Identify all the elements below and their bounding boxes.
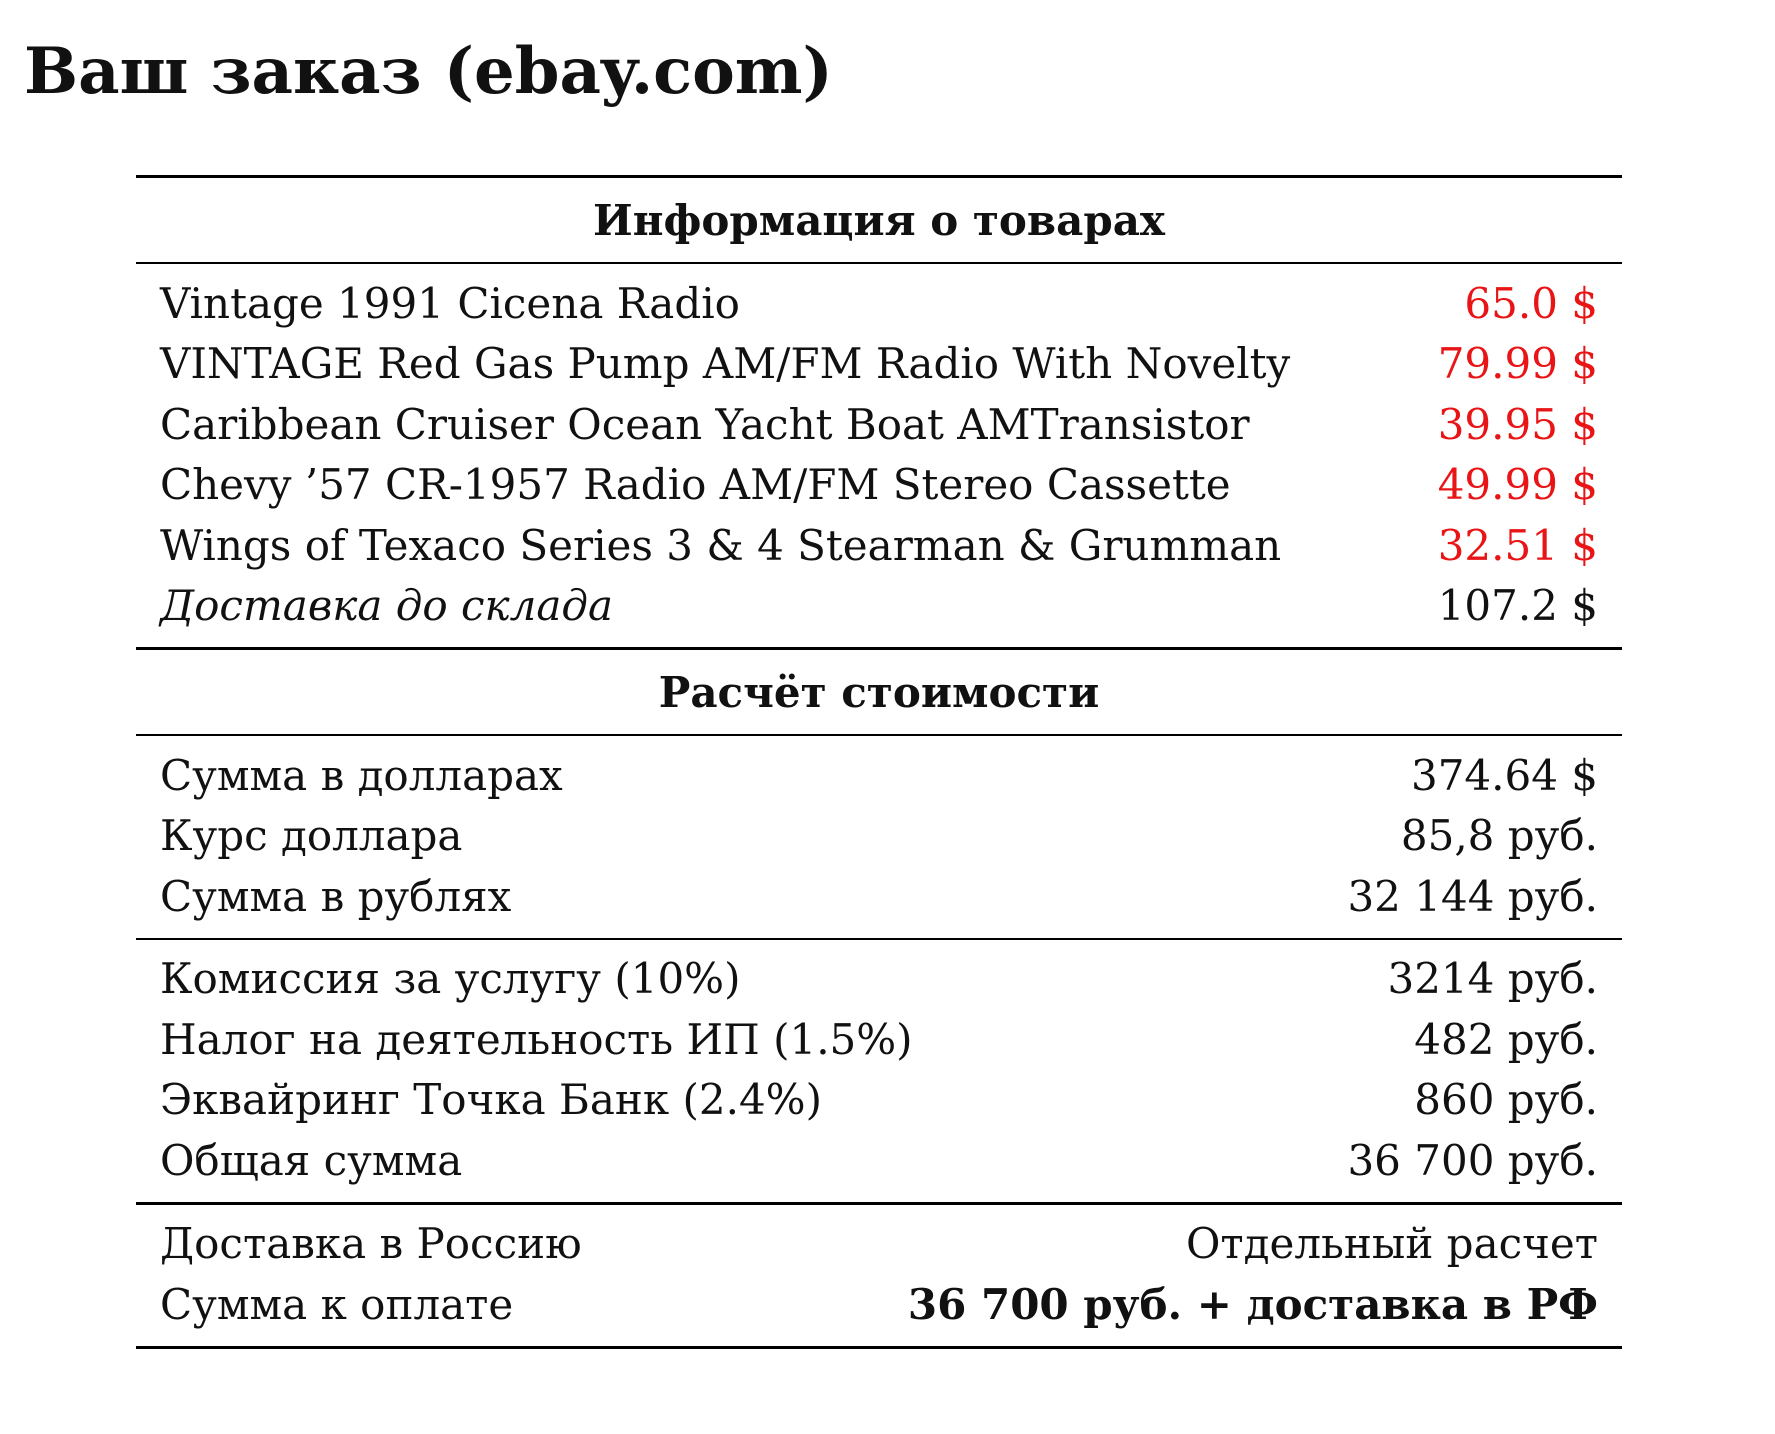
amount-due-value: 36 700 руб. + доставка в РФ [907, 1279, 1598, 1329]
row-label: Налог на деятельность ИП (1.5%) [160, 1014, 913, 1064]
product-row [136, 455, 1622, 516]
acquiring-row [136, 1070, 1622, 1131]
row-value: 85,8 руб. [1400, 811, 1598, 861]
product-price: 39.95 $ [1437, 399, 1598, 449]
amount-due-row [136, 1274, 1622, 1335]
bottom-rule [136, 1346, 1622, 1349]
products-section-header: Информация о товарах [593, 195, 1165, 245]
row-value: Отдельный расчет [1185, 1219, 1598, 1269]
row-label: Сумма в долларах [160, 750, 563, 800]
product-name: Caribbean Cruiser Ocean Yacht Boat AMTransistor [160, 399, 1250, 449]
product-row [136, 273, 1622, 334]
usd-sum-row [136, 745, 1622, 806]
row-value: 32 144 руб. [1347, 871, 1598, 921]
row-label: Курс доллара [160, 811, 463, 861]
service-fee-row [136, 949, 1622, 1010]
conversion-list [136, 736, 1622, 938]
tax-row [136, 1009, 1622, 1070]
total-row [136, 1130, 1622, 1191]
row-value: 36 700 руб. [1347, 1135, 1598, 1185]
product-row [136, 515, 1622, 576]
product-name: Chevy ’57 CR-1957 Radio AM/FM Stereo Cassette [160, 460, 1231, 510]
product-row [136, 394, 1622, 455]
warehouse-shipping-row [136, 576, 1622, 637]
row-label: Эквайринг Точка Банк (2.4%) [160, 1075, 822, 1125]
product-price: 65.0 $ [1464, 278, 1598, 328]
row-label: Комиссия за услугу (10%) [160, 954, 741, 1004]
row-label: Сумма к оплате [160, 1279, 514, 1329]
product-price: 79.99 $ [1437, 339, 1598, 389]
row-label: Сумма в рублях [160, 871, 512, 921]
product-name: Vintage 1991 Cicena Radio [160, 278, 740, 328]
product-name: Wings of Texaco Series 3 & 4 Stearman & Grumman [160, 520, 1282, 570]
russia-shipping-row [136, 1214, 1622, 1275]
warehouse-shipping-value: 107.2 $ [1437, 581, 1598, 631]
products-list [136, 264, 1622, 647]
product-price: 32.51 $ [1437, 520, 1598, 570]
fees-list [136, 940, 1622, 1202]
row-value: 374.64 $ [1410, 750, 1598, 800]
rub-sum-row [136, 866, 1622, 927]
row-value: 482 руб. [1414, 1014, 1598, 1064]
page-title: Ваш заказ (ebay.com) [24, 34, 833, 109]
row-value: 860 руб. [1414, 1075, 1598, 1125]
warehouse-shipping-label: Доставка до склада [160, 581, 614, 631]
calculation-section-header: Расчёт стоимости [658, 667, 1100, 717]
product-name: VINTAGE Red Gas Pump AM/FM Radio With Novelty [160, 339, 1291, 389]
row-value: 3214 руб. [1387, 954, 1598, 1004]
row-label: Доставка в Россию [160, 1219, 582, 1269]
row-label: Общая сумма [160, 1135, 463, 1185]
product-row [136, 334, 1622, 395]
product-price: 49.99 $ [1437, 460, 1598, 510]
exchange-rate-row [136, 806, 1622, 867]
order-table [136, 175, 1622, 1349]
final-list [136, 1205, 1622, 1346]
